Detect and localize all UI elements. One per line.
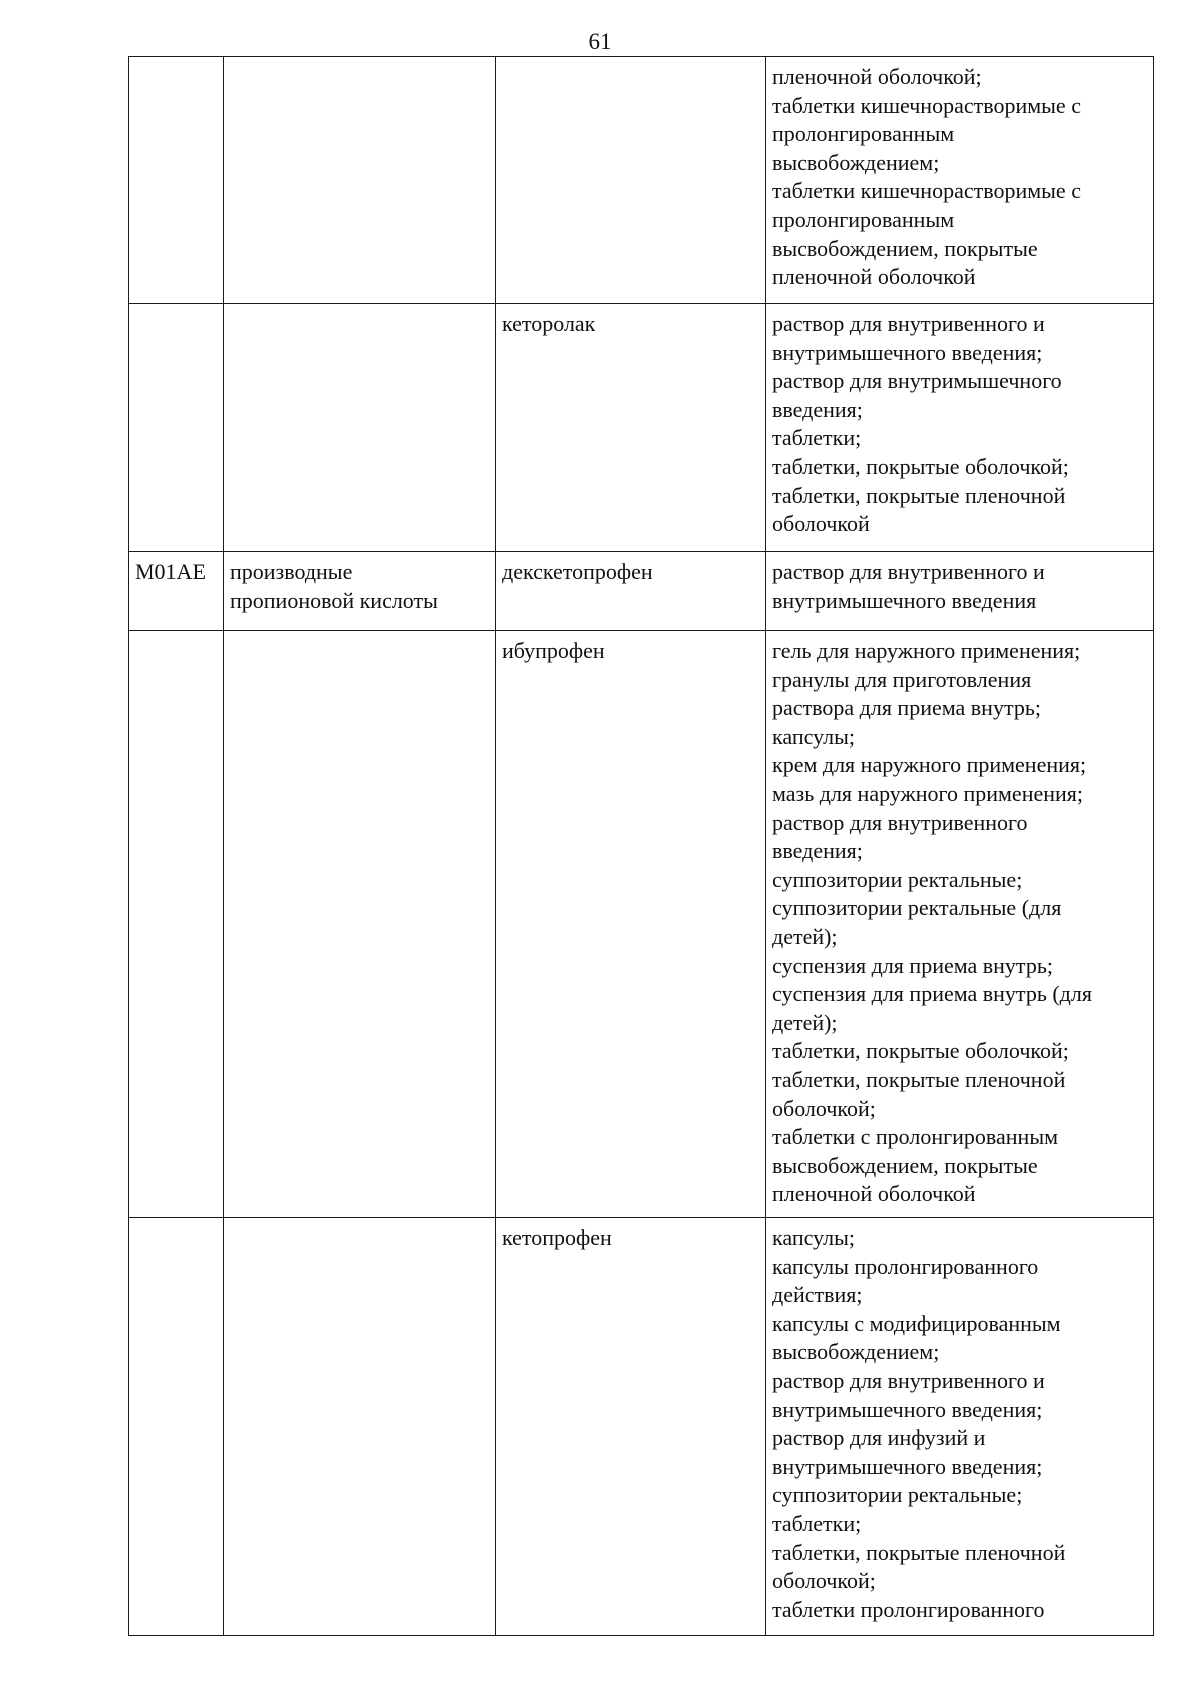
dosage-form-line: суппозитории ректальные (для [772,895,1062,921]
drug-name: ибупрофен [502,638,605,663]
group-text-line: производные [230,559,353,584]
dosage-form-line: раствор для внутривенного и [772,311,1045,336]
dosage-form-line: таблетки, покрытые пленочной [772,1066,1066,1092]
dosage-forms-cell [766,304,1154,552]
dosage-form-line: внутримышечного введения; [772,1396,1043,1422]
table-row [129,57,1154,304]
dosage-form-line: оболочкой; [772,1568,876,1594]
dosage-form-line: раствор для внутривенного [772,809,1028,835]
dosage-form-line: таблетки кишечнорастворимые с [772,178,1081,204]
dosage-form-line: оболочкой [772,511,870,537]
table-row [129,631,1154,1218]
dosage-form-line: пленочной оболочкой [772,264,976,290]
drug-name: декскетопрофен [502,559,653,584]
dosage-form-line: суппозитории ректальные; [772,1482,1023,1508]
drug-name-cell [496,631,766,1218]
page-number: 61 [588,29,612,54]
dosage-form-line: таблетки; [772,425,862,451]
dosage-form-line: таблетки, покрытые оболочкой; [772,1038,1069,1064]
dosage-forms-cell [766,57,1154,304]
drug-name-cell [496,1218,766,1636]
dosage-form-line: крем для наружного применения; [772,752,1087,778]
drug-name-cell [496,57,766,304]
dosage-form-line: таблетки, покрытые пленочной [772,1539,1066,1565]
dosage-form-line: пролонгированным [772,121,955,147]
dosage-form-line: раствор для внутривенного и [772,559,1045,584]
dosage-form-line: детей); [772,1009,838,1035]
atc-code-cell [129,304,224,552]
dosage-form-line: суспензия для приема внутрь; [772,952,1053,978]
dosage-forms-cell [766,552,1154,631]
dosage-form-line: раствора для приема внутрь; [772,695,1041,721]
atc-code-cell [129,631,224,1218]
atc-code-cell [129,552,224,631]
drug-name: кетопрофен [502,1225,612,1250]
dosage-form-line: таблетки кишечнорастворимые с [772,92,1081,118]
group-text-line: пропионовой кислоты [230,587,438,613]
drug-table [128,56,1154,1636]
dosage-form-line: капсулы пролонгированного [772,1253,1039,1279]
dosage-form-line: капсулы; [772,1225,855,1250]
dosage-form-line: внутримышечного введения; [772,1453,1043,1479]
dosage-form-line: действия; [772,1282,863,1308]
dosage-form-line: гранулы для приготовления [772,666,1032,692]
dosage-form-line: гель для наружного применения; [772,638,1081,663]
dosage-form-line: таблетки пролонгированного [772,1596,1045,1622]
dosage-form-line: капсулы; [772,723,855,749]
dosage-form-line: таблетки; [772,1510,862,1536]
dosage-form-line: таблетки, покрытые оболочкой; [772,453,1069,479]
table-row [129,1218,1154,1636]
dosage-form-line: детей); [772,923,838,949]
dosage-form-line: введения; [772,838,863,864]
dosage-form-line: внутримышечного введения [772,587,1037,613]
dosage-forms-cell [766,1218,1154,1636]
anatomical-therapeutic-group-cell [224,57,496,304]
anatomical-therapeutic-group-cell [224,631,496,1218]
dosage-form-line: введения; [772,396,863,422]
dosage-form-line: пленочной оболочкой [772,1181,976,1207]
dosage-form-line: пленочной оболочкой; [772,64,982,89]
dosage-form-line: высвобождением; [772,149,940,175]
dosage-form-line: таблетки, покрытые пленочной [772,482,1066,508]
anatomical-therapeutic-group-cell [224,304,496,552]
drug-name-cell [496,552,766,631]
dosage-forms-cell [766,631,1154,1218]
dosage-form-line: высвобождением; [772,1339,940,1365]
atc-code-cell [129,1218,224,1636]
dosage-form-line: высвобождением, покрытые [772,235,1038,261]
table-body [129,57,1154,1636]
dosage-form-line: раствор для внутримышечного [772,368,1062,394]
dosage-form-line: суспензия для приема внутрь (для [772,981,1092,1007]
table-row [129,304,1154,552]
dosage-form-line: пролонгированным [772,206,955,232]
atc-code-cell [129,57,224,304]
dosage-form-line: капсулы с модифицированным [772,1310,1061,1336]
dosage-form-line: раствор для внутривенного и [772,1367,1045,1393]
drug-name: кеторолак [502,311,596,336]
dosage-form-line: раствор для инфузий и [772,1425,986,1451]
dosage-form-line: высвобождением, покрытые [772,1152,1038,1178]
table-row [129,552,1154,631]
anatomical-therapeutic-group-cell [224,552,496,631]
atc-code: M01AE [135,559,206,584]
anatomical-therapeutic-group-cell [224,1218,496,1636]
dosage-form-line: внутримышечного введения; [772,339,1043,365]
dosage-form-line: таблетки с пролонгированным [772,1124,1059,1150]
dosage-form-line: оболочкой; [772,1095,876,1121]
dosage-form-line: мазь для наружного применения; [772,780,1084,806]
drug-name-cell [496,304,766,552]
dosage-form-line: суппозитории ректальные; [772,866,1023,892]
